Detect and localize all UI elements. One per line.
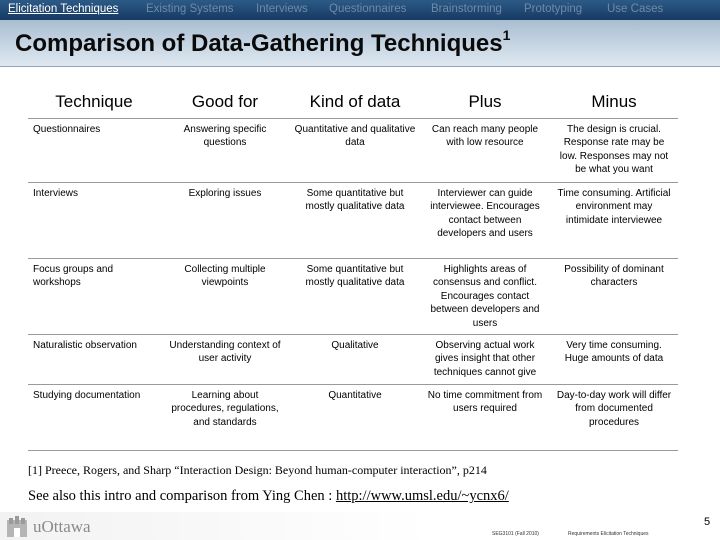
cell-plus: Observing actual work gives insight that other techniques cannot give — [433, 340, 537, 378]
header-kind-of-data: Kind of data — [309, 92, 401, 111]
page-number: 5 — [704, 516, 711, 528]
cell-technique: Questionnaires — [33, 124, 101, 135]
cell-minus: Possibility of dominant characters — [564, 264, 664, 289]
nav-item-existing-systems[interactable]: Existing Systems — [146, 3, 234, 15]
cell-kind-of-data: Some quantitative but mostly qualitative data — [305, 264, 405, 289]
nav-item-brainstorming[interactable]: Brainstorming — [431, 3, 502, 15]
title-band — [0, 20, 720, 67]
header-minus: Minus — [591, 92, 637, 111]
page-title — [15, 29, 510, 58]
table-row — [28, 385, 678, 451]
cell-good-for: Answering specific questions — [183, 124, 267, 149]
course-topic: Requirements Elicitation Techniques — [568, 531, 649, 537]
header-technique: Technique — [55, 92, 133, 111]
uottawa-logo — [6, 516, 116, 538]
nav-item-interviews[interactable]: Interviews — [256, 3, 308, 15]
cell-minus: Very time consuming. Huge amounts of data — [564, 340, 664, 365]
ying-chen-link[interactable]: http://www.umsl.edu/~ycnx6/ — [335, 488, 509, 504]
cell-good-for: Exploring issues — [188, 188, 262, 199]
table-row — [28, 183, 678, 259]
cell-kind-of-data: Quantitative and qualitative data — [294, 124, 416, 149]
uottawa-emblem-icon — [6, 516, 28, 538]
cell-plus: Can reach many people with low resource — [431, 124, 539, 149]
see-also-line — [28, 488, 509, 505]
cell-technique: Naturalistic observation — [33, 340, 137, 351]
cell-minus: Day-to-day work will differ from documented procedures — [556, 390, 672, 428]
header-good-for: Good for — [191, 92, 259, 111]
cell-good-for: Collecting multiple viewpoints — [184, 264, 266, 289]
cell-kind-of-data: Quantitative — [328, 390, 382, 401]
nav-item-elicitation-techniques[interactable]: Elicitation Techniques — [8, 3, 119, 15]
nav-item-questionnaires[interactable]: Questionnaires — [329, 3, 407, 15]
cell-plus: Interviewer can guide interviewee. Encourages contact between developers and users — [430, 188, 540, 240]
cell-minus: The design is crucial. Response rate may be low. Responses may not be what you want — [559, 124, 669, 176]
cell-plus: Highlights areas of consensus and conflict. Encourages contact between developers and users — [430, 264, 540, 329]
nav-item-use-cases[interactable]: Use Cases — [607, 3, 664, 15]
title-footnote-mark: 1 — [502, 27, 511, 43]
uottawa-wordmark: uOttawa — [33, 517, 91, 536]
table-row — [28, 335, 678, 385]
cell-plus: No time commitment from users required — [427, 390, 543, 415]
course-code: SEG3101 (Fall 2010) — [492, 531, 539, 537]
top-nav-bar — [0, 0, 720, 20]
cell-technique: Focus groups and workshops — [33, 264, 114, 289]
cell-kind-of-data: Qualitative — [331, 340, 379, 351]
cell-technique: Interviews — [33, 188, 79, 199]
citation-footnote: [1] Preece, Rogers, and Sharp “Interaction Design: Beyond human-computer interaction”, p214 — [28, 463, 487, 477]
cell-technique: Studying documentation — [33, 390, 141, 401]
cell-good-for: Understanding context of user activity — [169, 340, 281, 365]
page-title-text: Comparison of Data-Gathering Techniques — [15, 30, 503, 57]
cell-good-for: Learning about procedures, regulations, and standards — [171, 390, 279, 428]
table-row — [28, 119, 678, 183]
see-also-text: See also this intro and comparison from Ying Chen : — [28, 488, 336, 504]
comparison-table — [28, 86, 678, 451]
header-plus: Plus — [468, 92, 502, 111]
table-row — [28, 259, 678, 335]
table-header-row — [28, 86, 678, 119]
cell-kind-of-data: Some quantitative but mostly qualitative data — [305, 188, 405, 213]
nav-item-prototyping[interactable]: Prototyping — [524, 3, 583, 15]
comparison-table-wrapper — [28, 86, 678, 451]
cell-minus: Time consuming. Artificial environment may intimidate interviewee — [557, 188, 671, 226]
